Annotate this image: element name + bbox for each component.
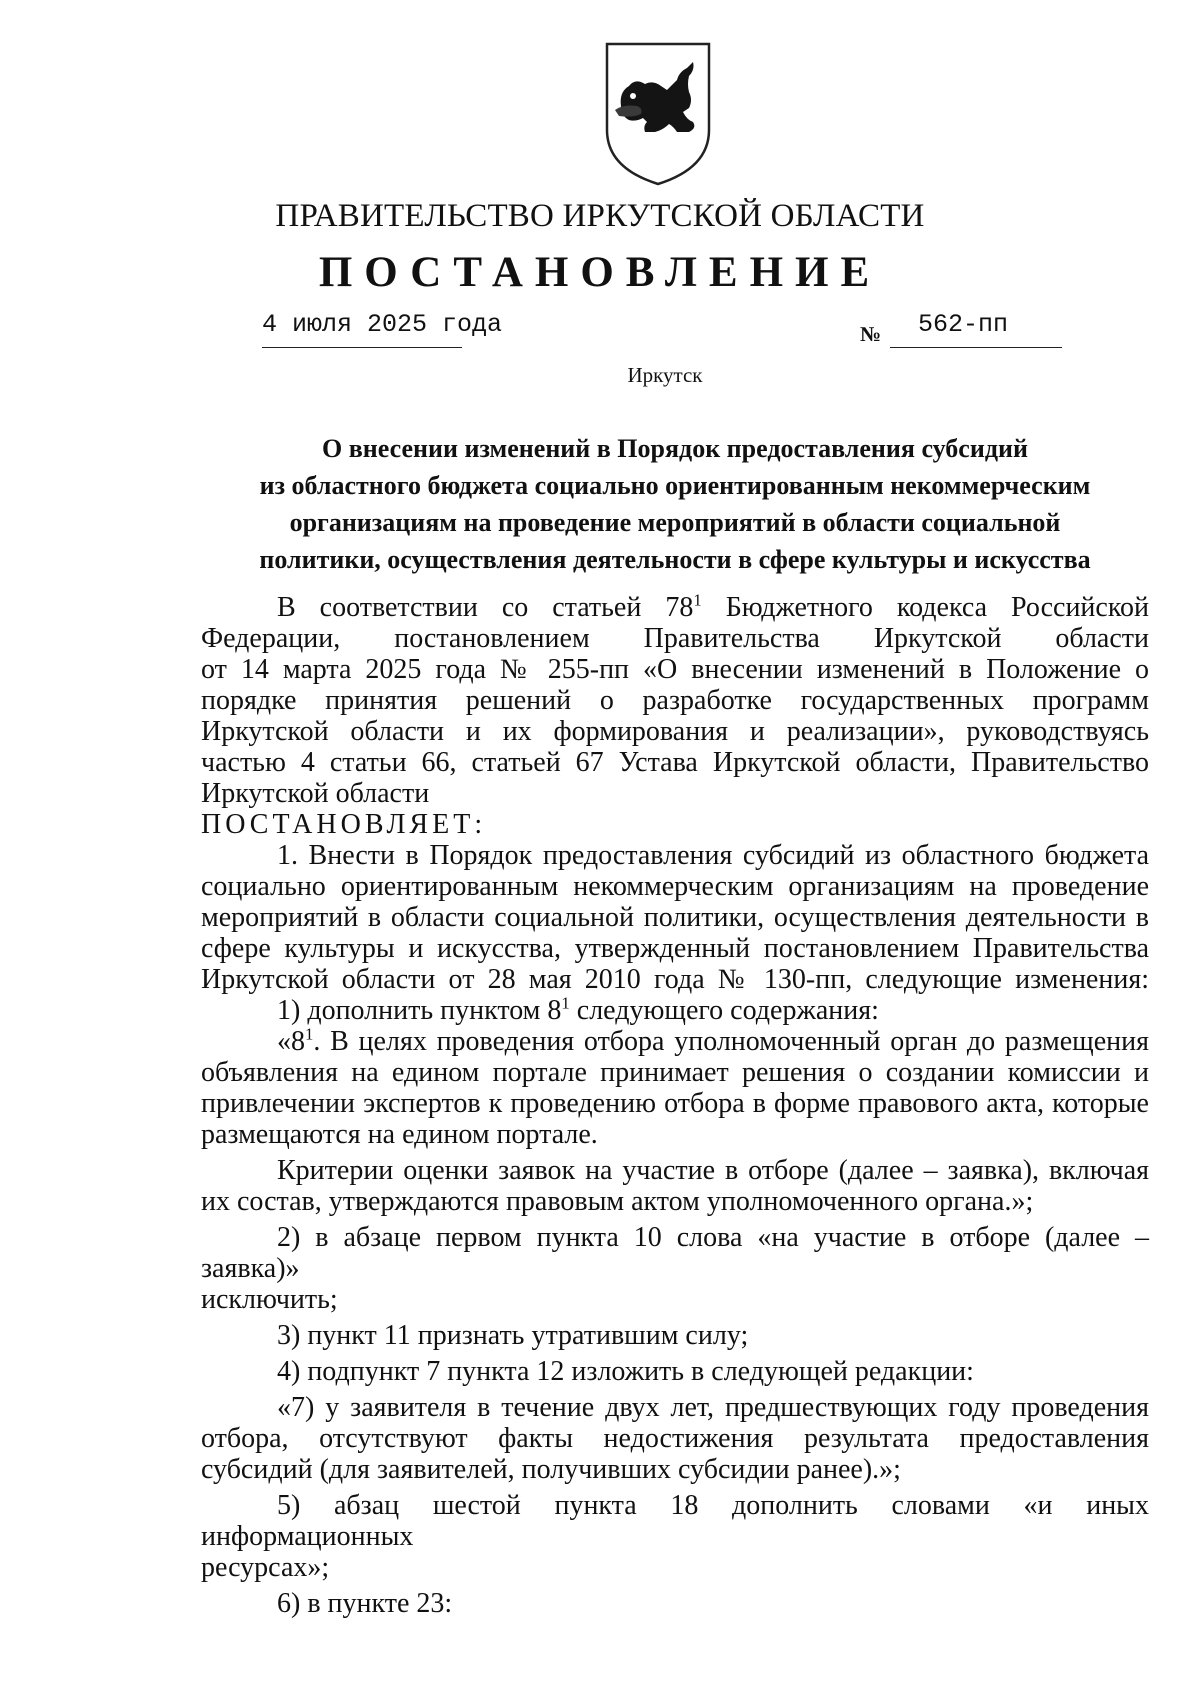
document-type-title: ПОСТАНОВЛЕНИЕ (318, 249, 882, 296)
superscript: 1 (693, 590, 702, 610)
title-line: О внесении изменений в Порядок предоставления субсидий (322, 434, 1028, 463)
preamble-line: Иркутской области и их формирования и реализации», руководствуясь (201, 716, 1149, 747)
preamble-line (201, 592, 1149, 623)
document-date: 4 июля 2025 года (262, 310, 503, 339)
quote-line: субсидий (для заявителей, получивших субсидии ранее).»; (201, 1454, 901, 1485)
title-line: организациям на проведение мероприятий в области социальной (289, 508, 1061, 537)
preamble-line: порядке принятия решений о разработке государственных программ (201, 685, 1149, 716)
item-line: социально ориентированным некоммерческим организациям на проведение (201, 871, 1149, 902)
subitem-line: 6) в пункте 23: (277, 1588, 453, 1619)
date-underline (262, 347, 462, 348)
subitem-line: исключить; (201, 1284, 338, 1315)
quote-line: «7) у заявителя в течение двух лет, предшествующих году проведения (277, 1392, 1149, 1423)
quote-line: объявления на едином портале принимает решения о создании комиссии и (201, 1057, 1149, 1088)
subitem-line (201, 995, 1149, 1026)
document-number: 562-пп (918, 310, 1009, 339)
item-line: сфере культуры и искусства, утвержденный постановлением Правительства (201, 933, 1149, 964)
city-name: Иркутск (627, 363, 703, 387)
superscript: 1 (305, 1024, 314, 1044)
title-line: из областного бюджета социально ориентированным некоммерческим (259, 471, 1091, 500)
criteria-line: их состав, утверждаются правовым актом уполномоченного органа.»; (201, 1186, 1034, 1217)
preamble-line: Иркутской области (201, 778, 430, 809)
superscript: 1 (561, 993, 570, 1013)
number-sign: № (860, 322, 882, 346)
title-line: политики, осуществления деятельности в сфере культуры и искусства (259, 545, 1091, 574)
item-line: 1. Внести в Порядок предоставления субсидий из областного бюджета (277, 840, 1149, 871)
government-name: ПРАВИТЕЛЬСТВО ИРКУТСКОЙ ОБЛАСТИ (275, 198, 925, 234)
coat-of-arms-icon (603, 40, 713, 188)
subitem-line: 5) абзац шестой пункта 18 дополнить словами «и иных информационных (201, 1490, 1149, 1552)
number-underline (890, 347, 1062, 348)
quote-line: привлечении экспертов к проведению отбора в форме правового акта, которые (201, 1088, 1149, 1119)
preamble-line: от 14 марта 2025 года № 255-пп «О внесении изменений в Положение о (201, 654, 1149, 685)
quote-line (201, 1026, 1149, 1057)
quote-line: размещаются на едином портале. (201, 1119, 598, 1150)
text-fragment: . В целях проведения отбора уполномоченный орган до размещения (313, 1026, 1149, 1057)
resolves-heading: ПОСТАНОВЛЯЕТ: (201, 809, 487, 840)
document-body (201, 592, 1149, 1619)
quote-line: отбора, отсутствуют факты недостижения результата предоставления (201, 1423, 1149, 1454)
text-fragment: 1) дополнить пунктом 8 (277, 995, 562, 1026)
text-fragment: следующего содержания: (569, 995, 879, 1026)
preamble-line: Федерации, постановлением Правительства Иркутской области (201, 623, 1149, 654)
subitem-line: 4) подпункт 7 пункта 12 изложить в следующей редакции: (277, 1356, 974, 1387)
text-fragment: В соответствии со статьей 78 (277, 592, 694, 623)
subitem-line: 3) пункт 11 признать утратившим силу; (277, 1320, 749, 1351)
document-title (200, 430, 1150, 578)
subitem-line: ресурсах»; (201, 1552, 330, 1583)
criteria-line: Критерии оценки заявок на участие в отборе (далее – заявка), включая (277, 1155, 1149, 1186)
preamble-line: частью 4 статьи 66, статьей 67 Устава Иркутской области, Правительство (201, 747, 1149, 778)
item-line: мероприятий в области социальной политики, осуществления деятельности в (201, 902, 1149, 933)
text-fragment: «8 (277, 1026, 305, 1057)
subitem-line: 2) в абзаце первом пункта 10 слова «на участие в отборе (далее – заявка)» (201, 1222, 1149, 1284)
item-line: Иркутской области от 28 мая 2010 года № 130-пп, следующие изменения: (201, 964, 1149, 995)
text-fragment: Бюджетного кодекса Российской (701, 592, 1149, 623)
